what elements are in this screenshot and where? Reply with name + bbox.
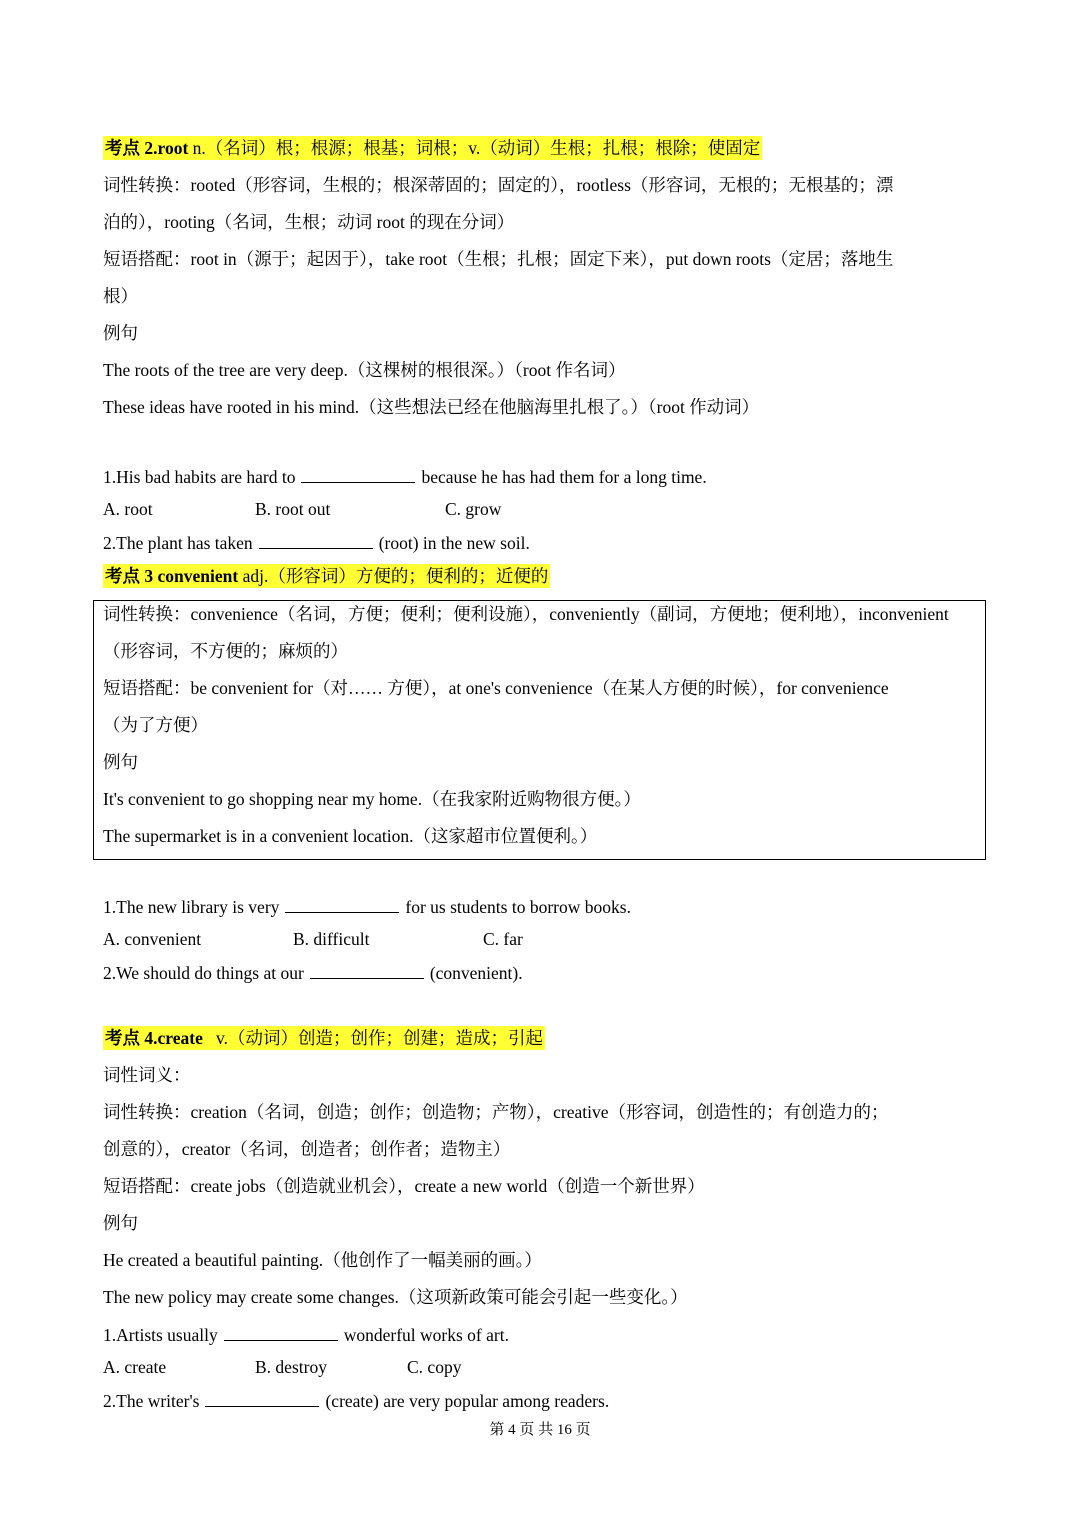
question-text: 1.His bad habits are hard to — [103, 467, 296, 487]
section-2-keyword: 考点 2.root — [105, 138, 189, 158]
s3-example-2: The supermarket is in a convenient location.（这家超市位置便利。） — [103, 826, 598, 846]
s3-phrase-line-1 — [103, 678, 889, 698]
answer-blank[interactable] — [310, 962, 424, 979]
option-c[interactable]: C. grow — [445, 499, 502, 519]
phrase-label: 短语搭配： — [103, 678, 191, 698]
section-4-keyword: 考点 4.create — [105, 1028, 203, 1048]
conversion-label: 词性转换： — [103, 1102, 191, 1122]
section-2-title — [103, 138, 762, 158]
s4-example-2: The new policy may create some changes.（这项新政策可能会引起一些变化。） — [103, 1287, 688, 1307]
phrase-text: be convenient for（对…… 方便），at one's convenience（在某人方便的时候），for convenience — [190, 678, 889, 698]
question-text: 2.The plant has taken — [103, 533, 253, 553]
section-3-title — [103, 566, 550, 586]
s4-conversion-line-2: 创意的），creator（名词，创造者；创作者；造物主） — [103, 1139, 511, 1159]
s4-conversion-line-1 — [103, 1102, 888, 1122]
answer-blank[interactable] — [224, 1324, 338, 1341]
question-text: (convenient). — [429, 963, 523, 983]
option-b[interactable]: B. difficult — [293, 929, 370, 949]
phrase-text: create jobs（创造就业机会），create a new world（创造一个新世界） — [190, 1176, 705, 1196]
question-text: 2.We should do things at our — [103, 963, 304, 983]
phrase-label: 短语搭配： — [103, 1176, 191, 1196]
s2-conversion-line-1 — [103, 175, 893, 195]
s4-phrase-line-1 — [103, 1176, 705, 1196]
section-4-definition: v.（动词）创造；创作；创建；造成；引起 — [215, 1028, 543, 1048]
section-3-keyword: 考点 3 convenient — [105, 566, 239, 586]
s3-phrase-line-2: （为了方便） — [103, 715, 208, 735]
option-b[interactable]: B. destroy — [255, 1357, 327, 1377]
option-a[interactable]: A. root — [103, 499, 153, 519]
s4-meaning-label: 词性词义： — [103, 1065, 191, 1085]
s4-question-1 — [103, 1324, 509, 1345]
s4-question-2 — [103, 1390, 609, 1411]
s3-question-2 — [103, 962, 523, 983]
option-c[interactable]: C. far — [483, 929, 523, 949]
question-text: (create) are very popular among readers. — [325, 1391, 610, 1411]
answer-blank[interactable] — [259, 532, 373, 549]
s2-phrase-line-1 — [103, 249, 893, 269]
option-c[interactable]: C. copy — [407, 1357, 462, 1377]
phrase-label: 短语搭配： — [103, 249, 191, 269]
section-3-definition: adj.（形容词）方便的；便利的；近便的 — [242, 566, 549, 586]
phrase-text: root in（源于；起因于），take root（生根；扎根；固定下来），put down roots（定居；落地生 — [190, 249, 894, 269]
s3-question-1 — [103, 896, 631, 917]
conversion-text: creation（名词，创造；创作；创造物；产物），creative（形容词，创造性的；有创造力的； — [190, 1102, 889, 1122]
question-text: wonderful works of art. — [343, 1325, 509, 1345]
s2-phrase-line-2: 根） — [103, 286, 138, 306]
option-b[interactable]: B. root out — [255, 499, 331, 519]
section-3-box — [93, 600, 986, 860]
s4-example-label: 例句 — [103, 1213, 138, 1233]
s3-example-label: 例句 — [103, 752, 138, 772]
s2-question-2 — [103, 532, 530, 553]
s2-conversion-line-2: 泊的），rooting（名词，生根；动词 root 的现在分词） — [103, 212, 515, 232]
answer-blank[interactable] — [285, 896, 399, 913]
question-text: (root) in the new soil. — [378, 533, 530, 553]
question-text: for us students to borrow books. — [405, 897, 631, 917]
answer-blank[interactable] — [205, 1390, 319, 1407]
s3-conversion-line-2: （形容词，不方便的；麻烦的） — [103, 641, 348, 661]
s3-example-1: It's convenient to go shopping near my home.（在我家附近购物很方便。） — [103, 789, 641, 809]
question-text: 1.Artists usually — [103, 1325, 218, 1345]
conversion-label: 词性转换： — [103, 604, 191, 624]
question-text: because he has had them for a long time. — [421, 467, 707, 487]
option-a[interactable]: A. create — [103, 1357, 167, 1377]
page-footer: 第 4 页 共 16 页 — [489, 1422, 591, 1438]
s3-conversion-line-1 — [103, 604, 949, 624]
question-text: 1.The new library is very — [103, 897, 280, 917]
s4-example-1: He created a beautiful painting.（他创作了一幅美丽的画。） — [103, 1250, 542, 1270]
conversion-label: 词性转换： — [103, 175, 191, 195]
s2-example-1: The roots of the tree are very deep.（这棵树的根很深。）（root 作名词） — [103, 360, 626, 380]
section-2-definition: n.（名词）根；根源；根基；词根；v.（动词）生根；扎根；根除；使固定 — [192, 138, 761, 158]
option-a[interactable]: A. convenient — [103, 929, 202, 949]
s2-example-label: 例句 — [103, 323, 138, 343]
conversion-text: convenience（名词，方便；便利；便利设施），conveniently（副词，方便地；便利地），inconvenient — [190, 604, 949, 624]
conversion-text: rooted（形容词，生根的；根深蒂固的；固定的），rootless（形容词，无根的；无根基的；漂 — [190, 175, 894, 195]
section-4-title — [103, 1028, 545, 1048]
question-text: 2.The writer's — [103, 1391, 200, 1411]
answer-blank[interactable] — [301, 466, 415, 483]
s2-question-1 — [103, 466, 707, 487]
s2-example-2: These ideas have rooted in his mind.（这些想法已经在他脑海里扎根了。）（root 作动词） — [103, 397, 760, 417]
